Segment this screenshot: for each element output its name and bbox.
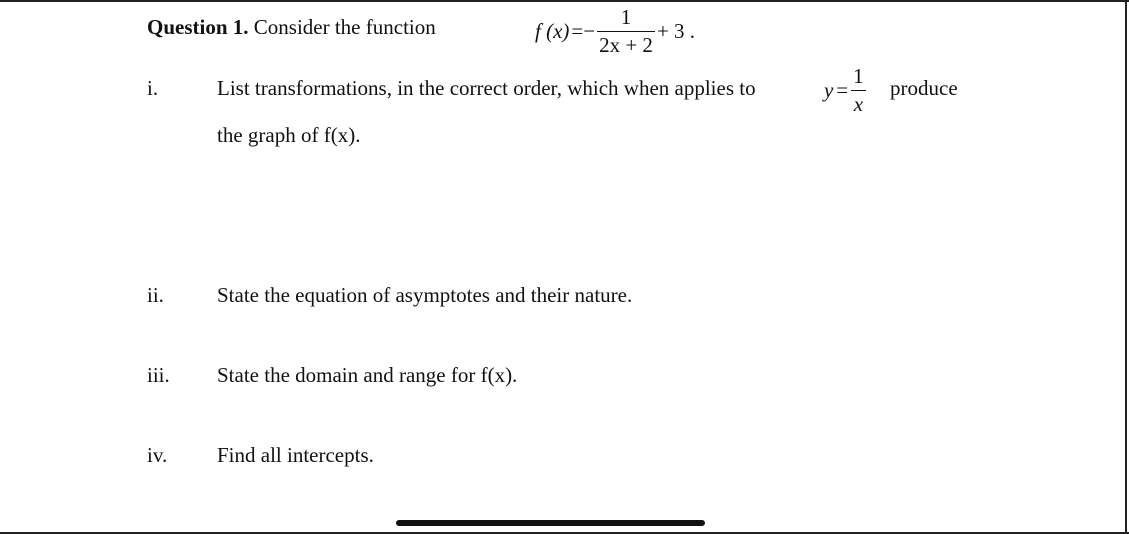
part-iii-text: State the domain and range for f(x). [217, 363, 518, 387]
function-fraction [597, 4, 655, 57]
inline-math-equals: = [836, 77, 849, 102]
part-iv-text: Find all intercepts. [217, 443, 374, 467]
function-tail: + 3 . [656, 18, 696, 43]
function-negative-sign: − [583, 18, 596, 43]
function-definition [535, 2, 695, 60]
question-header [147, 15, 436, 40]
inline-math-numerator: 1 [851, 66, 866, 91]
part-ii-text: State the equation of asymptotes and their nature. [217, 283, 633, 307]
inline-math-denominator: x [853, 91, 864, 116]
part-iii-number: iii. [147, 363, 170, 387]
question-intro: Consider the function [253, 15, 436, 39]
part-i-number: i. [147, 76, 159, 100]
part-i-text: List transformations, in the correct order, which when applies to [217, 76, 756, 100]
inline-math-lhs: y [824, 77, 834, 102]
function-numerator: 1 [597, 7, 655, 32]
function-denominator: 2x + 2 [599, 32, 653, 57]
question-label: Question 1. [147, 15, 249, 39]
right-border [1125, 0, 1127, 534]
function-lhs: f (x) [535, 18, 570, 43]
home-indicator-bar[interactable] [396, 520, 705, 526]
part-i-line2: the graph of f(x). [217, 123, 361, 147]
part-i-text-after: produce [890, 76, 958, 100]
part-i-inline-math [824, 62, 866, 118]
inline-math-fraction [851, 63, 866, 116]
part-iv-number: iv. [147, 443, 168, 467]
function-equals: = [571, 18, 584, 43]
part-ii-number: ii. [147, 283, 164, 307]
